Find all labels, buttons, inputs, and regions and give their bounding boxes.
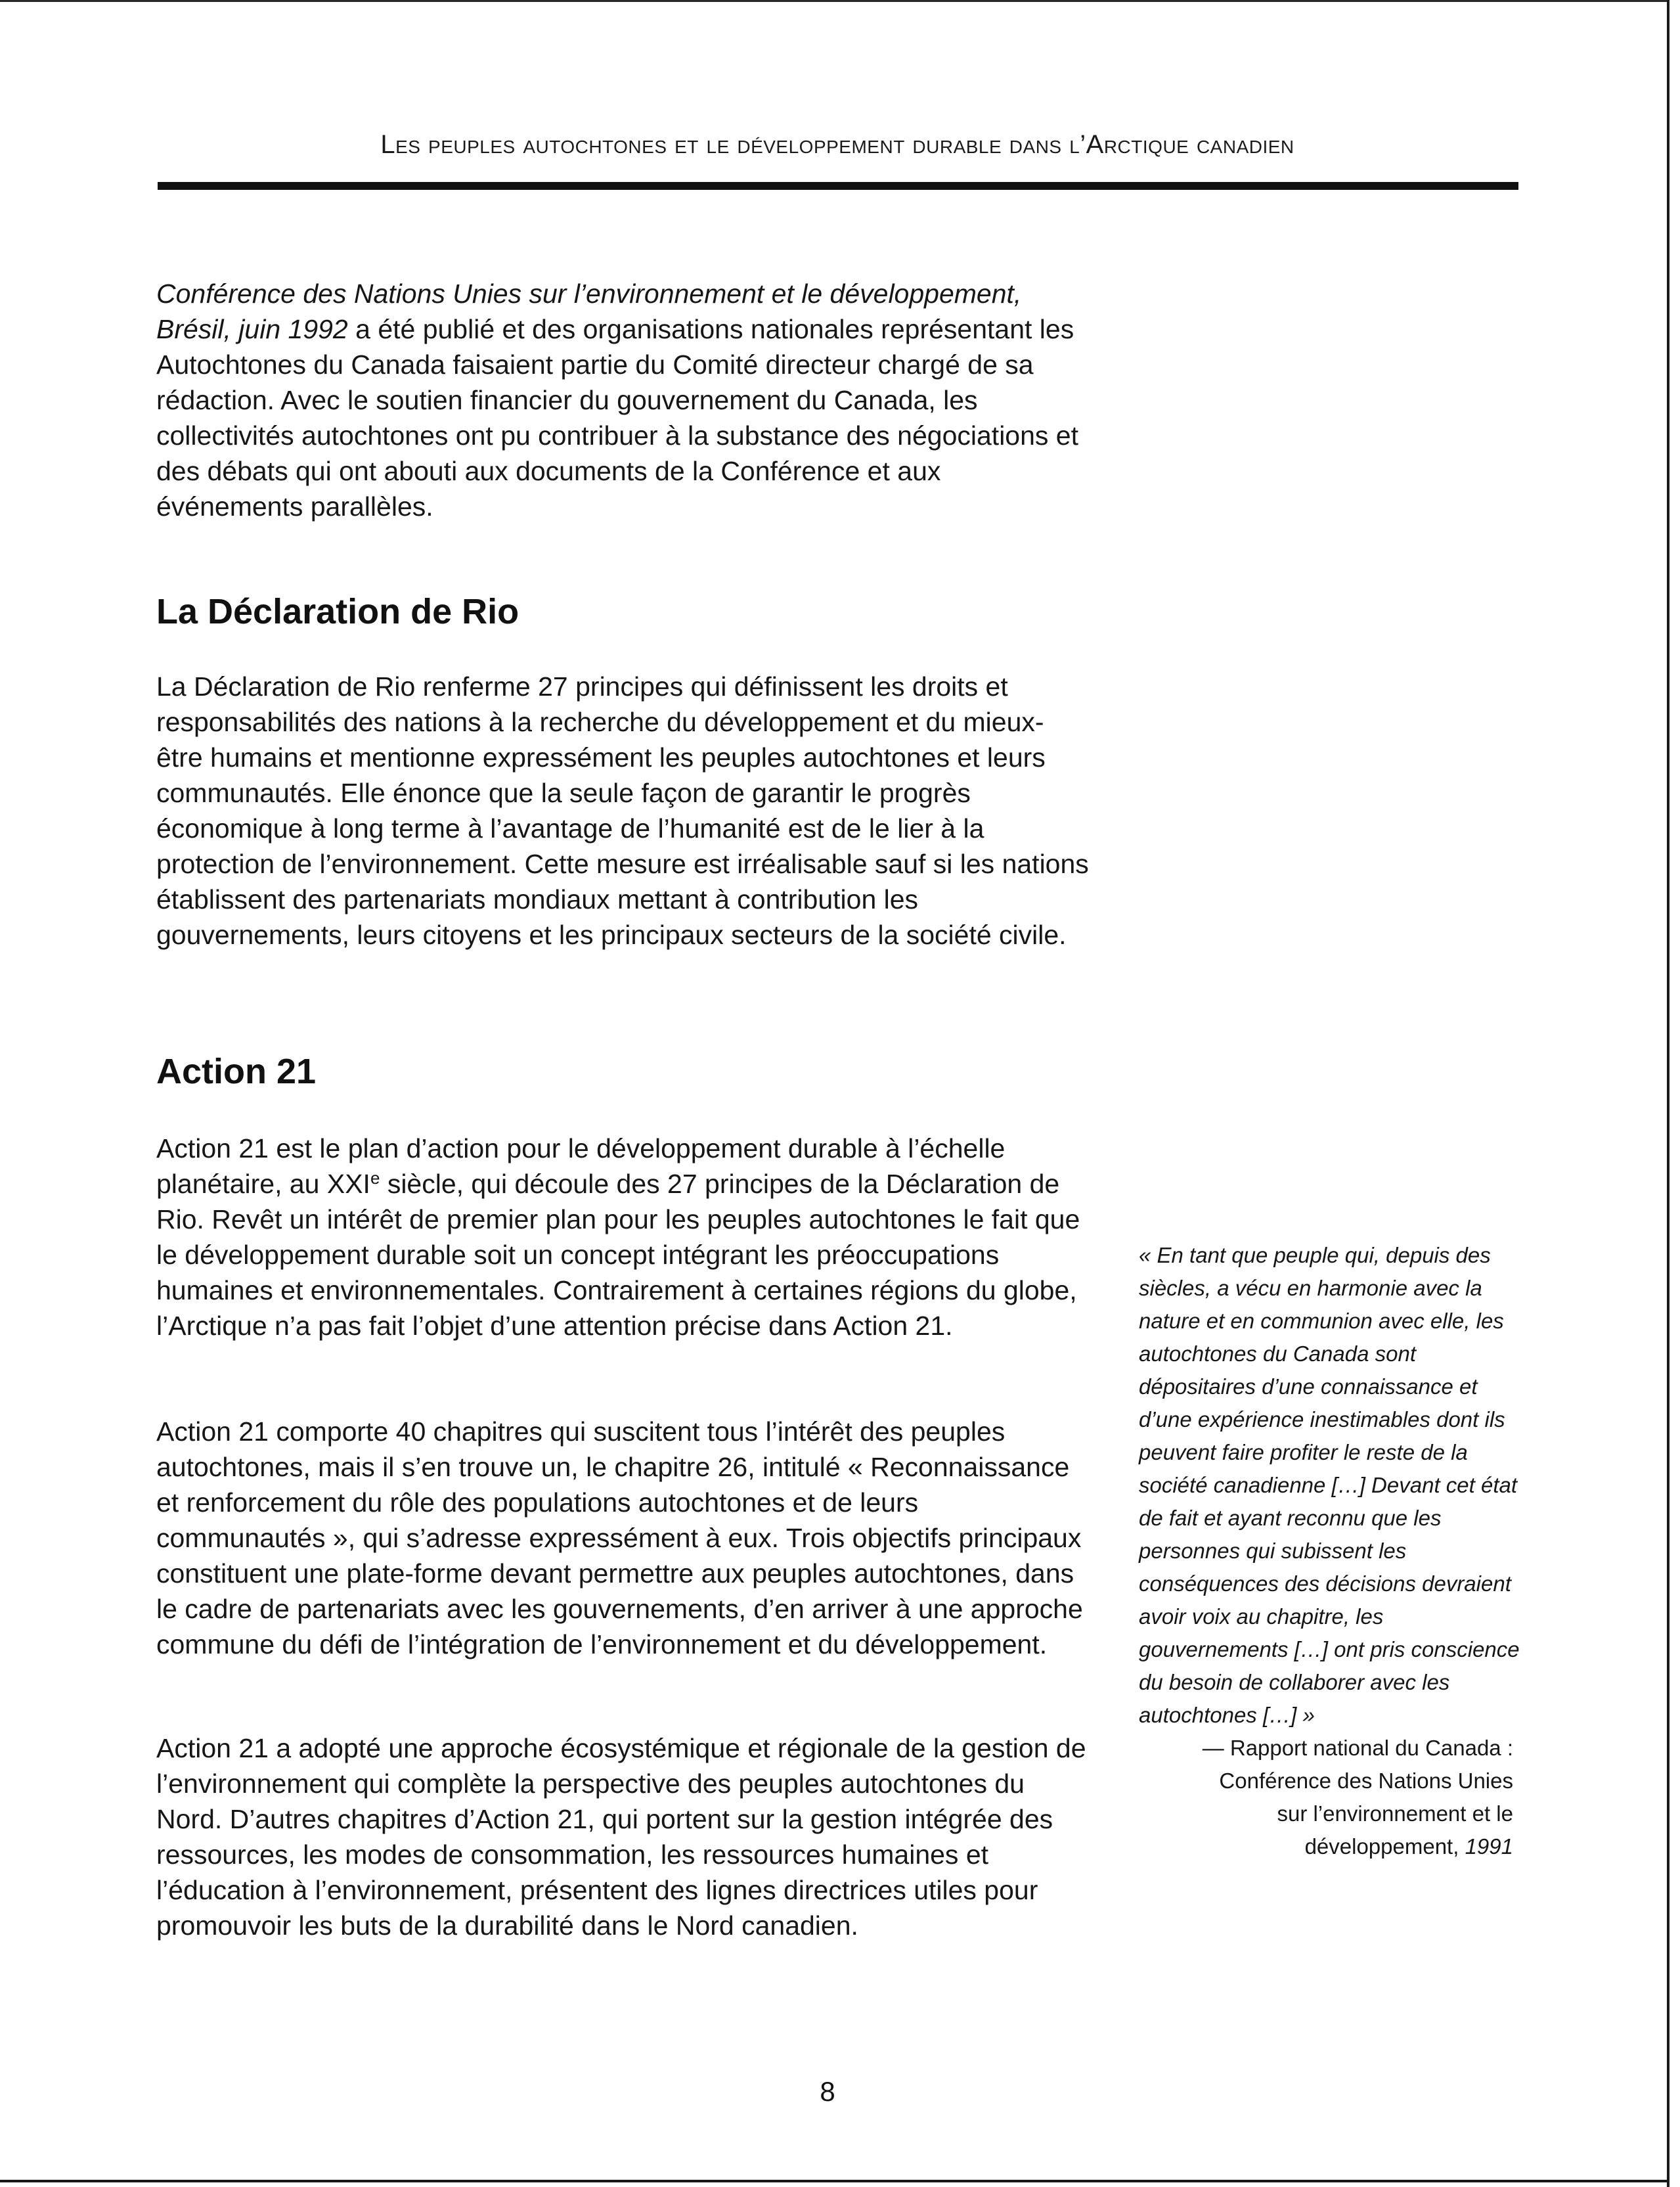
rio-paragraph bbox=[156, 669, 1089, 953]
action-p2-text: Action 21 comporte 40 chapitres qui suscitent tous l’intérêt des peuples autochtones, mais il s’en trouve un, le chapitre 26, intitulé « Reconnaissance et renforcement du rôle des populations autochtones et de leurs communautés », qui s’adresse expressément à eux. Trois objectifs principaux constituent une plate-forme devant permettre aux peuples autochtones, dans le cadre de partenariats avec les gouvernements, d’en arriver à une approche commune du défi de l’intégration de l’environnement et du développement. bbox=[156, 1416, 1083, 1659]
rio-paragraph-text: La Déclaration de Rio renferme 27 principes qui définissent les droits et responsabilités des nations à la recherche du développement et du mieux-être humains et mentionne expressément les peuples autochtones et leurs communautés. Elle énonce que la seule façon de garantir le progrès économique à long terme à l’avantage de l’humanité est de le lier à la protection de l’environnement. Cette mesure est irréalisable sauf si les nations établissent des partenariats mondiaux mettant à contribution les gouvernements, leurs citoyens et les principaux secteurs de la société civile. bbox=[156, 671, 1089, 950]
sidebar-quote-text: « En tant que peuple qui, depuis des siècles, a vécu en harmonie avec la nature et en communion avec elle, les autochtones du Canada sont dépositaires d’une connaissance et d’une expérience inestimables dont ils peuvent faire profiter le reste de la société canadienne […] Devant cet état de fait et ayant reconnu que les personnes qui subissent les conséquences des décisions devraient avoir voix au chapitre, les gouvernements […] ont pris conscience du besoin de collaborer avec les autochtones […] » bbox=[1139, 1243, 1520, 1727]
action-p1-superscript: e bbox=[370, 1168, 380, 1188]
intro-paragraph bbox=[156, 276, 1089, 524]
action-paragraph-2 bbox=[156, 1414, 1089, 1662]
sidebar-source-line-3: sur l’environnement et le bbox=[1277, 1801, 1513, 1826]
header-rule bbox=[158, 182, 1518, 190]
action-paragraph-1 bbox=[156, 1131, 1089, 1343]
action-paragraph-3 bbox=[156, 1730, 1089, 1943]
intro-text: a été publié et des organisations nationales représentant les Autochtones du Canada faisaient partie du Comité directeur chargé de sa rédaction. Avec le soutien financier du gouvernement du Canada, les collectivités autochtones ont pu contribuer à la substance des négociations et des débats qui ont abouti aux documents de la Conférence et aux événements parallèles. bbox=[156, 314, 1078, 522]
page-bottom-border bbox=[0, 2180, 1669, 2182]
sidebar-source-year: 1991 bbox=[1465, 1834, 1513, 1859]
heading-declaration-rio: La Déclaration de Rio bbox=[156, 592, 519, 631]
sidebar-source-line-4: développement, bbox=[1304, 1834, 1459, 1859]
heading-action-21: Action 21 bbox=[156, 1052, 317, 1091]
sidebar-source bbox=[1139, 1732, 1520, 1863]
page-right-border bbox=[1667, 0, 1669, 2187]
page-number: 8 bbox=[820, 2076, 835, 2107]
sidebar-source-line-2: Conférence des Nations Unies bbox=[1219, 1769, 1513, 1793]
sidebar-source-line-1: — Rapport national du Canada : bbox=[1202, 1736, 1513, 1760]
action-p1-before: Action 21 est le plan d’action pour le développement durable à l’échelle planétaire, au XXI bbox=[156, 1133, 1006, 1199]
page-top-border bbox=[0, 0, 1669, 2]
running-header: Les peuples autochtones et le développement durable dans l’Arctique canadien bbox=[380, 130, 1294, 159]
action-p1-after: siècle, qui découle des 27 principes de la Déclaration de Rio. Revêt un intérêt de premier plan pour les peuples autochtones le fait que le développement durable soit un concept intégrant les préoccupations humaines et environnementales. Contrairement à certaines régions du globe, l’Arctique n’a pas fait l’objet d’une attention précise dans Action 21. bbox=[156, 1169, 1080, 1341]
intro-italic-lead: Conférence des Nations Unies sur l’environnement et le développement, Brésil, juin 1992 bbox=[156, 279, 1022, 344]
sidebar-quote-block bbox=[1139, 1239, 1520, 1863]
action-p3-text: Action 21 a adopté une approche écosystémique et régionale de la gestion de l’environnement qui complète la perspective des peuples autochtones du Nord. D’autres chapitres d’Action 21, qui portent sur la gestion intégrée des ressources, les modes de consommation, les ressources humaines et l’éducation à l’environnement, présentent des lignes directrices utiles pour promouvoir les buts de la durabilité dans le Nord canadien. bbox=[156, 1733, 1086, 1941]
